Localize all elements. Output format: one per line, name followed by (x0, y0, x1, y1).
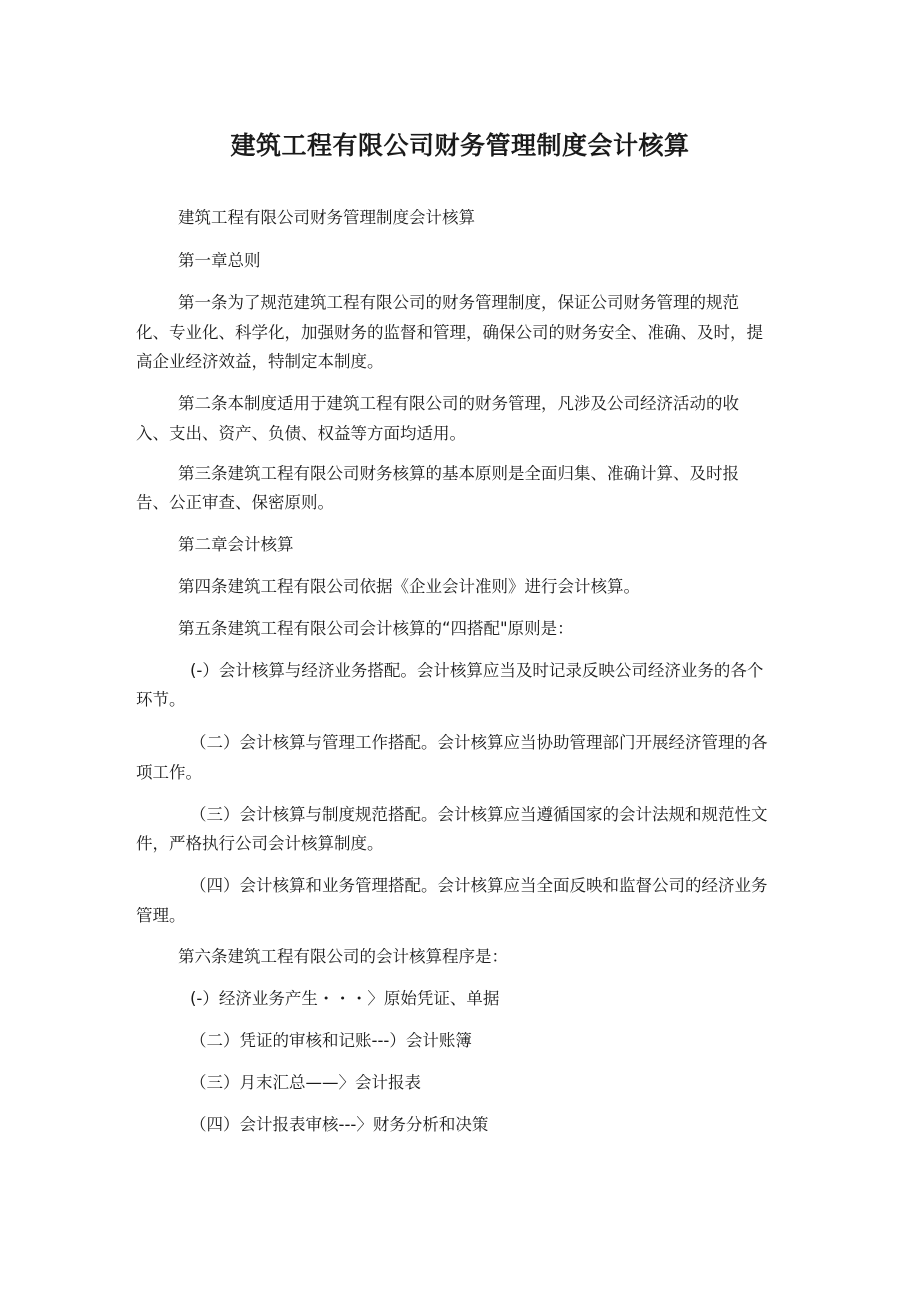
article-6: 第六条建筑工程有限公司的会计核算程序是： (178, 947, 508, 966)
article-1-line-3: 高企业经济效益，特制定本制度。 (136, 352, 384, 371)
procedure-step-4: （四）会计报表审核---〉财务分析和决策 (190, 1115, 489, 1134)
chapter-2-heading: 第二章会计核算 (178, 535, 294, 554)
principle-4-line-1: （四）会计核算和业务管理搭配。会计核算应当全面反映和监督公司的经济业务 (190, 876, 768, 895)
subtitle: 建筑工程有限公司财务管理制度会计核算 (178, 208, 475, 227)
principle-4-line-2: 管理。 (136, 906, 186, 925)
article-3-line-2: 告、公正审查、保密原则。 (136, 493, 334, 512)
principle-3-line-1: （三）会计核算与制度规范搭配。会计核算应当遵循国家的会计法规和规范性文 (190, 805, 768, 824)
article-1-line-1: 第一条为了规范建筑工程有限公司的财务管理制度，保证公司财务管理的规范 (178, 293, 739, 312)
article-1-line-2: 化、专业化、科学化，加强财务的监督和管理，确保公司的财务安全、准确、及时，提 (136, 323, 763, 342)
procedure-step-2: （二）凭证的审核和记账---）会计账簿 (190, 1031, 472, 1050)
principle-3-line-2: 件，严格执行公司会计核算制度。 (136, 834, 384, 853)
document-title: 建筑工程有限公司财务管理制度会计核算 (230, 131, 690, 160)
procedure-step-1: (-）经济业务产生・・・〉原始凭证、单据 (190, 989, 500, 1008)
principle-1-line-1: (-）会计核算与经济业务搭配。会计核算应当及时记录反映公司经济业务的各个 (190, 661, 764, 680)
article-5: 第五条建筑工程有限公司会计核算的“四搭配"原则是： (178, 619, 574, 638)
principle-1-line-2: 环节。 (136, 690, 186, 709)
article-4: 第四条建筑工程有限公司依据《企业会计准则》进行会计核算。 (178, 577, 640, 596)
article-2-line-2: 入、支出、资产、负债、权益等方面均适用。 (136, 424, 466, 443)
procedure-step-3: （三）月末汇总——〉会计报表 (190, 1073, 421, 1092)
principle-2-line-2: 项工作。 (136, 763, 202, 782)
principle-2-line-1: （二）会计核算与管理工作搭配。会计核算应当协助管理部门开展经济管理的各 (190, 733, 768, 752)
article-3-line-1: 第三条建筑工程有限公司财务核算的基本原则是全面归集、准确计算、及时报 (178, 464, 739, 483)
chapter-1-heading: 第一章总则 (178, 251, 261, 270)
article-2-line-1: 第二条本制度适用于建筑工程有限公司的财务管理，凡涉及公司经济活动的收 (178, 394, 739, 413)
